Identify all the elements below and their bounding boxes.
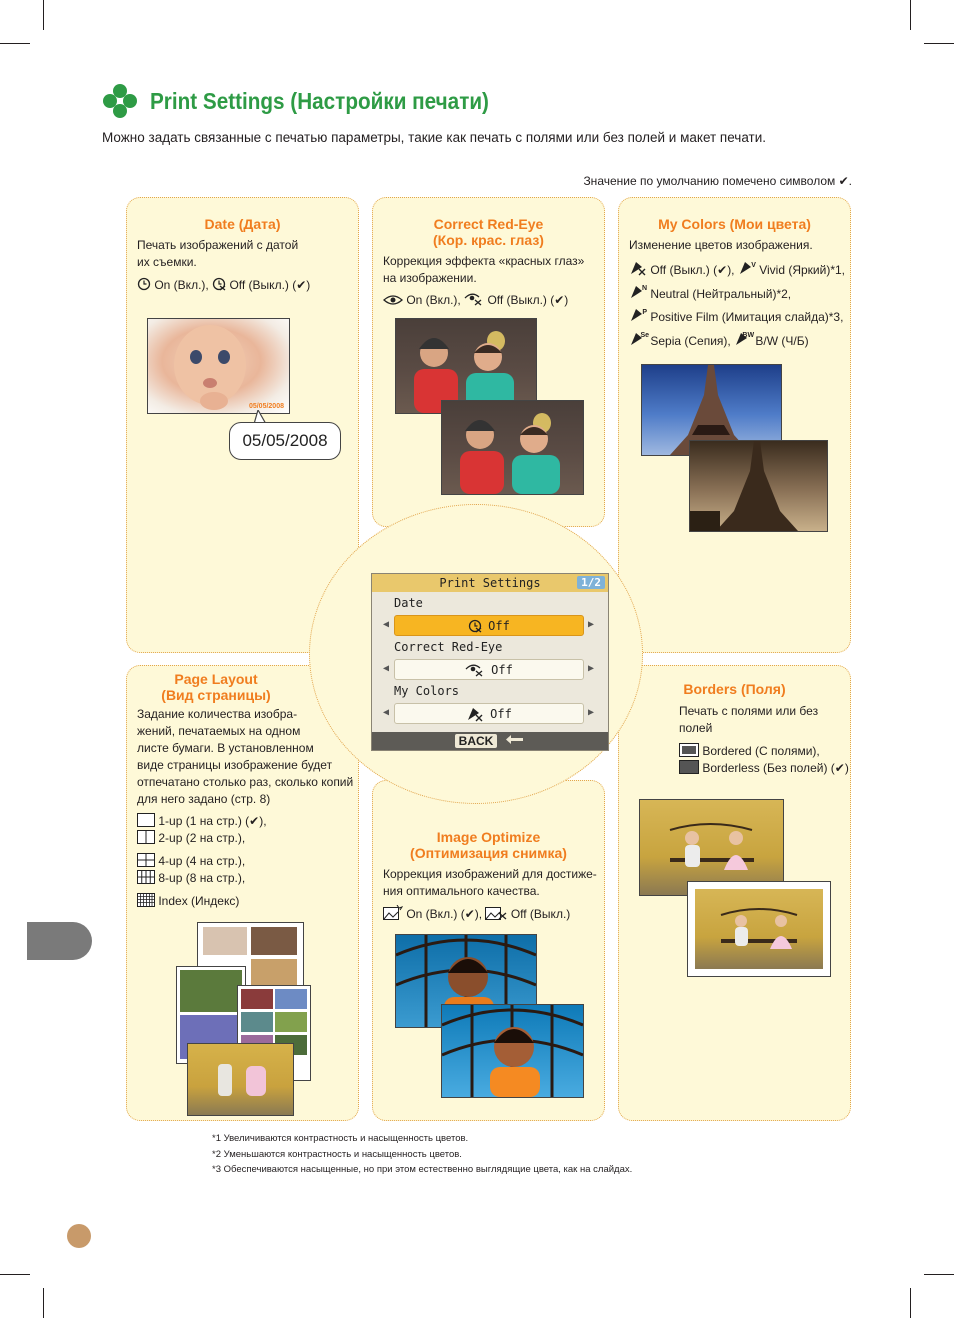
date-off-label: Off (Выкл.) (✔)	[229, 278, 311, 292]
lcd-right-arrow[interactable]: ▶	[588, 619, 595, 630]
lcd-red-eye-value: Off	[491, 662, 513, 677]
crop-mark	[0, 43, 30, 44]
clock-off-icon	[468, 619, 482, 633]
optimize-off-label: Off (Выкл.)	[510, 907, 571, 921]
page-layout-desc-line: отпечатано столько раз, сколько копий	[137, 775, 354, 789]
colors-sepia-badge: Se	[640, 332, 649, 339]
bordered-photo	[687, 881, 831, 977]
colors-off-icon	[629, 260, 647, 276]
red-eye-options	[383, 292, 568, 309]
my-colors-desc: Изменение цветов изображения.	[629, 238, 813, 252]
layout-8up-icon	[137, 870, 155, 884]
layout-index-label: Index (Индекс)	[158, 894, 240, 908]
lcd-date-value: Off	[488, 618, 510, 633]
borders-desc	[679, 703, 818, 737]
back-button[interactable]: BACK	[455, 734, 498, 748]
colors-off-icon	[466, 706, 484, 722]
clover-icon	[102, 83, 138, 119]
image-optimize-options	[383, 905, 570, 923]
baby-face-illustration	[148, 319, 289, 413]
return-arrow-icon	[505, 735, 525, 747]
crop-mark	[43, 0, 44, 30]
lcd-my-colors-label: My Colors	[394, 684, 460, 698]
red-eye-desc-line: Коррекция эффекта «красных глаз»	[383, 254, 585, 268]
borderless-icon	[679, 760, 699, 774]
crop-mark	[924, 43, 954, 44]
date-title: Date (Дата)	[204, 216, 281, 232]
lcd-my-colors-value: Off	[490, 706, 512, 721]
colors-positive-badge: P	[642, 308, 647, 316]
lcd-my-colors-field[interactable]	[394, 703, 584, 724]
lcd-date-field[interactable]	[394, 615, 584, 636]
layout-4up-icon	[137, 853, 155, 867]
page-layout-title-line: Page Layout	[174, 671, 258, 687]
lcd-header	[372, 574, 608, 592]
lcd-left-arrow[interactable]: ◀	[383, 707, 390, 718]
image-optimize-desc	[383, 866, 597, 900]
clock-on-icon	[137, 277, 151, 291]
lcd-title: Print Settings	[439, 576, 541, 590]
red-eye-on-label: On (Вкл.),	[406, 293, 461, 307]
lcd-red-eye-label: Correct Red-Eye	[394, 640, 503, 654]
image-optimize-desc-line: Коррекция изображений для достиже-	[383, 867, 597, 881]
default-note: Значение по умолчанию помечено символом ✔.	[583, 174, 852, 188]
lcd-footer	[372, 732, 608, 750]
page-header	[102, 84, 527, 118]
children-on-bench-illustration	[695, 889, 823, 969]
photo-date-stamp: 05/05/2008	[248, 403, 284, 410]
red-eye-title-line: (Кор. крас. глаз)	[433, 232, 544, 248]
date-options	[137, 277, 310, 294]
colors-off-label: Off (Выкл.) (✔),	[650, 263, 735, 277]
two-people-illustration	[396, 319, 536, 413]
layout-1up-sample	[187, 1043, 294, 1116]
my-colors-title: My Colors (Мои цвета)	[658, 216, 811, 232]
image-optimize-title-line: Image Optimize	[436, 829, 541, 845]
crop-mark	[910, 1288, 911, 1318]
colors-neutral-badge: N	[641, 285, 647, 292]
page-layout-desc-line: листе бумаги. В установленном	[137, 741, 314, 755]
eye-off-icon	[464, 292, 484, 306]
date-desc	[137, 237, 298, 271]
layout-1up-icon	[137, 813, 155, 827]
colors-bw-badge: BW	[742, 332, 755, 339]
date-desc-line: их съемки.	[137, 255, 197, 269]
crop-mark	[43, 1288, 44, 1318]
lcd-page-indicator: 1/2	[577, 576, 605, 589]
colors-sepia-label: Sepia (Сепия),	[650, 333, 731, 348]
my-colors-options	[629, 259, 844, 353]
lcd-date-label: Date	[394, 596, 423, 610]
colors-vivid-label: Vivid (Яркий)*1,	[759, 263, 846, 277]
bordered-label: Bordered (С полями),	[702, 744, 820, 758]
date-desc-line: Печать изображений с датой	[137, 238, 299, 252]
page-layout-desc-line: жений, печатаемых на одном	[137, 724, 301, 738]
colors-bw-icon	[734, 331, 755, 347]
page-layout-desc-line: для него задано (стр. 8)	[137, 792, 271, 806]
optimize-on-label: On (Вкл.) (✔),	[406, 907, 483, 921]
bordered-icon	[679, 743, 699, 757]
page-layout-desc	[137, 706, 353, 808]
clock-off-icon	[212, 277, 226, 291]
intro-text: Можно задать связанные с печатью параметры, такие как печать с полями или без полей и макет печати.	[102, 130, 767, 145]
layout-1up-label: 1-up (1 на стр.) (✔),	[158, 814, 267, 828]
borders-title: Borders (Поля)	[683, 681, 786, 697]
image-optimize-desc-line: ния оптимального качества.	[383, 884, 540, 898]
optimize-after-photo	[441, 1004, 584, 1098]
footnote: *2 Уменьшаются контрастность и насыщенность цветов.	[212, 1149, 462, 1160]
lcd-right-arrow[interactable]: ▶	[588, 707, 595, 718]
page-marker-dot	[67, 1224, 91, 1248]
borders-desc-line: полей	[679, 721, 713, 735]
layout-index-icon	[137, 893, 155, 907]
side-tab	[27, 922, 92, 960]
page-layout-desc-line: виде страницы изображение будет	[137, 758, 333, 772]
colors-positive-label: Positive Film (Имитация слайда)*3,	[650, 310, 844, 324]
colors-vivid-badge: V	[751, 261, 756, 269]
baby-photo	[147, 318, 290, 414]
footnote: *1 Увеличиваются контрастность и насыщенность цветов.	[212, 1133, 469, 1144]
colors-sepia-icon	[629, 331, 647, 347]
red-eye-desc-line: на изображении.	[383, 271, 477, 285]
page-layout-options	[137, 813, 267, 910]
boy-climbing-illustration	[442, 1005, 583, 1097]
colors-positive-icon	[629, 307, 647, 323]
red-eye-title	[372, 216, 605, 248]
image-optimize-title-line: (Оптимизация снимка)	[410, 845, 567, 861]
red-eye-off-label: Off (Выкл.) (✔)	[487, 293, 569, 307]
colors-neutral-label: Neutral (Нейтральный)*2,	[650, 286, 792, 301]
optimize-on-icon	[383, 905, 403, 920]
layout-2up-label: 2-up (2 на стр.),	[158, 831, 246, 845]
red-eye-after-photo	[441, 400, 584, 495]
eiffel-sepia-photo	[689, 440, 828, 532]
page-layout-title	[126, 671, 306, 703]
date-on-label: On (Вкл.),	[154, 278, 209, 292]
eye-off-icon	[465, 663, 485, 677]
red-eye-title-line: Correct Red-Eye	[433, 216, 544, 232]
page-layout-desc-line: Задание количества изобра-	[137, 707, 298, 721]
colors-bw-label: B/W (Ч/Б)	[755, 333, 809, 348]
crop-mark	[0, 1274, 30, 1275]
layout-2up-icon	[137, 830, 155, 844]
red-eye-desc	[383, 253, 584, 287]
crop-mark	[924, 1274, 954, 1275]
colors-vivid-icon	[738, 260, 756, 276]
lcd-left-arrow[interactable]: ◀	[383, 619, 390, 630]
borders-desc-line: Печать с полями или без	[679, 704, 819, 718]
lcd-right-arrow[interactable]: ▶	[588, 663, 595, 674]
footnote: *3 Обеспечиваются насыщенные, но при этом естественно выглядящие цвета, как на слайдах.	[212, 1164, 633, 1175]
eiffel-tower-illustration	[690, 441, 827, 531]
lcd-red-eye-field[interactable]	[394, 659, 584, 680]
colors-neutral-icon	[629, 284, 647, 300]
page-title: Print Settings (Настройки печати)	[150, 87, 489, 114]
eye-on-icon	[383, 294, 403, 306]
optimize-off-icon	[485, 905, 507, 920]
page-layout-title-line: (Вид страницы)	[161, 687, 271, 703]
layout-4up-label: 4-up (4 на стр.),	[158, 854, 246, 868]
lcd-left-arrow[interactable]: ◀	[383, 663, 390, 674]
two-people-illustration	[442, 401, 583, 494]
crop-mark	[910, 0, 911, 30]
date-callout: 05/05/2008	[229, 422, 341, 460]
borders-options	[679, 743, 849, 777]
print-settings-screen	[371, 573, 609, 751]
layout-8up-label: 8-up (8 на стр.),	[158, 871, 246, 885]
borderless-label: Borderless (Без полей) (✔)	[702, 761, 849, 775]
image-optimize-title	[372, 829, 605, 861]
